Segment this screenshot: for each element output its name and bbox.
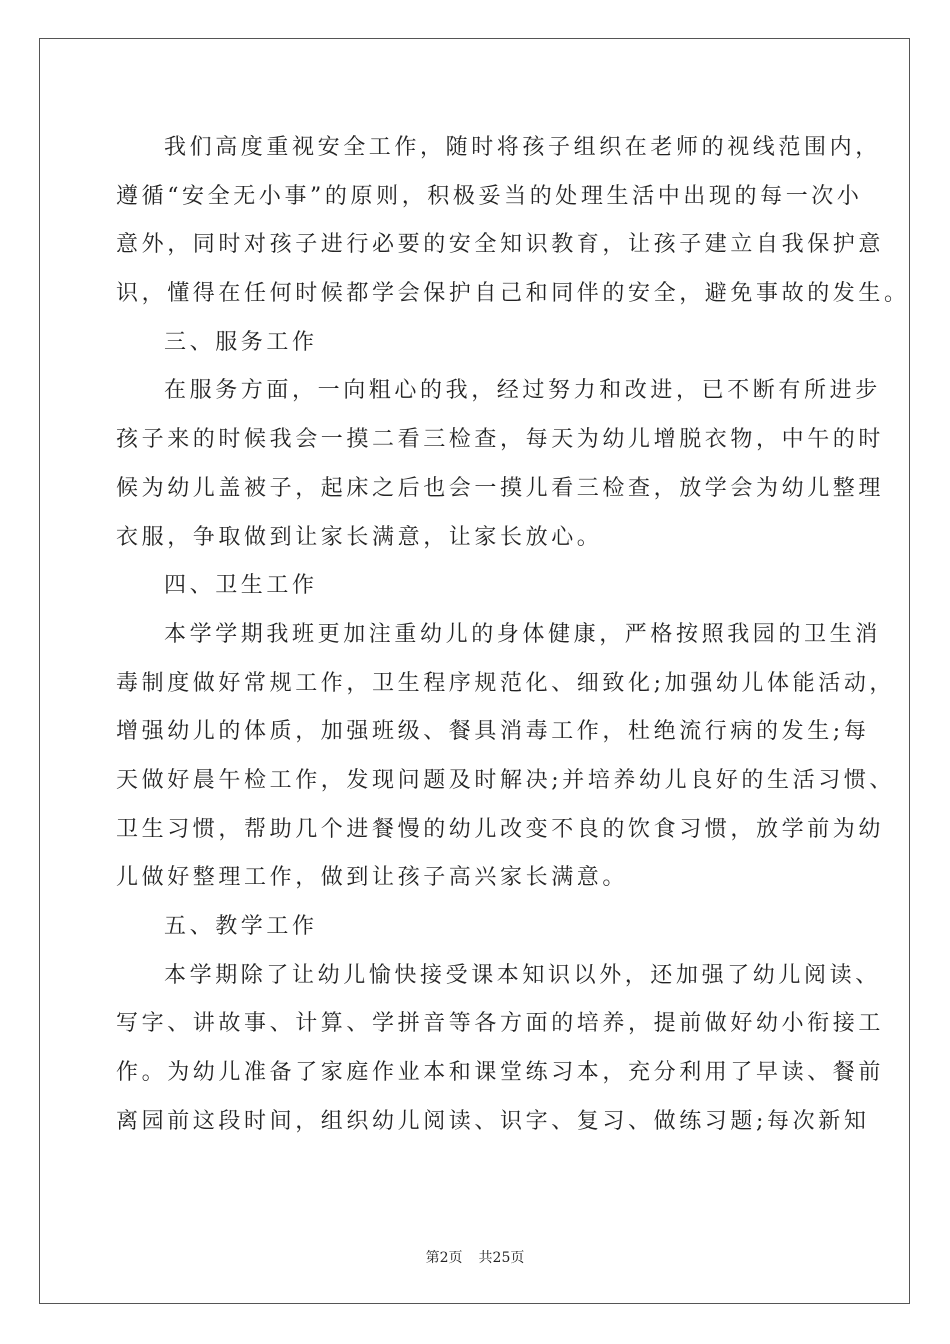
document-body xyxy=(116,128,910,1150)
text-line: 我们高度重视安全工作，随时将孩子组织在老师的视线范围内， xyxy=(164,135,881,160)
text-line: 增强幼儿的体质，加强班级、餐具消毒工作，杜绝流行病的发生;每 xyxy=(116,719,870,745)
text-line: 本学学期我班更加注重幼儿的身体健康，严格按照我园的卫生消 xyxy=(164,621,881,647)
text-line: 意外，同时对孩子进行必要的安全知识教育，让孩子建立自我保护意 xyxy=(116,232,885,258)
section-heading-hygiene: 四、卫生工作 xyxy=(164,573,318,599)
text-line: 识，懂得在任何时候都学会保护自己和同伴的安全，避免事故的发生。 xyxy=(116,281,910,307)
text-line: 在服务方面，一向粗心的我，经过努力和改进，已不断有所进步 xyxy=(164,378,881,404)
text-line: 天做好晨午检工作，发现问题及时解决;并培养幼儿良好的生活习惯、 xyxy=(116,767,896,793)
text-line: 离园前这段时间，组织幼儿阅读、识字、复习、做练习题;每次新知 xyxy=(116,1108,870,1134)
text-line: 衣服，争取做到让家长满意，让家长放心。 xyxy=(116,524,603,550)
text-line: 孩子来的时候我会一摸二看三检查，每天为幼儿增脱衣物，中午的时 xyxy=(116,427,885,453)
page-total: 共25页 xyxy=(478,1250,525,1266)
text-line: 卫生习惯，帮助几个进餐慢的幼儿改变不良的饮食习惯，放学前为幼 xyxy=(116,816,885,842)
text-line: 本学期除了让幼儿愉快接受课本知识以外，还加强了幼儿阅读、 xyxy=(164,962,881,988)
text-line: 作。为幼儿准备了家庭作业本和课堂练习本，充分利用了早读、餐前 xyxy=(116,1060,885,1086)
text-line: 儿做好整理工作，做到让孩子高兴家长满意。 xyxy=(116,865,629,891)
page-footer xyxy=(0,1247,950,1267)
section-heading-service: 三、服务工作 xyxy=(164,329,318,355)
page-number: 第2页 xyxy=(425,1250,463,1266)
text-line: 遵循“安全无小事”的原则，积极妥当的处理生活中出现的每一次小 xyxy=(116,183,863,209)
text-line: 写字、讲故事、计算、学拼音等各方面的培养，提前做好幼小衔接工 xyxy=(116,1011,885,1037)
text-line: 候为幼儿盖被子，起床之后也会一摸儿看三检查，放学会为幼儿整理 xyxy=(116,475,885,501)
text-line: 毒制度做好常规工作，卫生程序规范化、细致化;加强幼儿体能活动， xyxy=(116,670,896,696)
section-heading-teaching: 五、教学工作 xyxy=(164,914,318,939)
